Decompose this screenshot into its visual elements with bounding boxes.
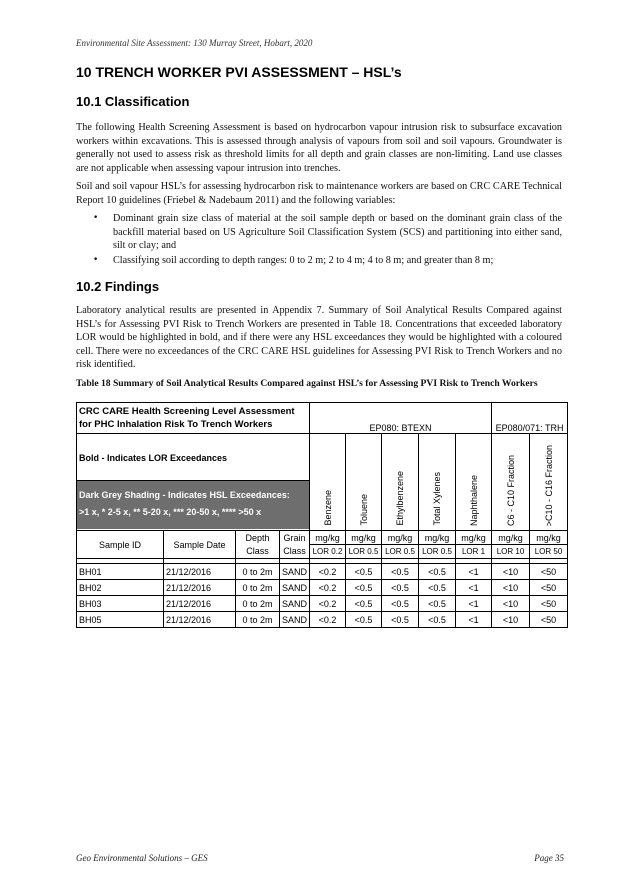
column-header-sample-date: Sample Date (164, 531, 236, 559)
legend-cell (77, 434, 310, 531)
subsection-heading-classification: 10.1 Classification (76, 94, 190, 109)
section-heading: 10 TRENCH WORKER PVI ASSESSMENT – HSL’s (76, 64, 402, 80)
depth-class-cell: 0 to 2m (236, 580, 280, 596)
findings-paragraph: Laboratory analytical results are presented in Appendix 7. Summary of Soil Analytical Results Compared against HSL’s for Assessing PVI Risk to Trench Workers are presented in Table 18. Concentrations that exceeded laboratory LOR would be highlighted in bold, and if there were any HSL exceedances they would be highlighted with a coloured cell. There were no exceedances of the CRC CARE HSL guidelines for Assessing PVI Risk to Trench Workers and no risk identified. (76, 305, 562, 371)
lor-cell: LOR 0.5 (419, 545, 456, 559)
result-cell: <10 (492, 580, 530, 596)
analyte-header-total-xylenes (419, 434, 456, 531)
table-row (77, 580, 568, 596)
analyte-header-naphthalene (456, 434, 492, 531)
lor-cell: LOR 10 (492, 545, 530, 559)
result-cell: <50 (530, 612, 568, 628)
column-header-sample-id: Sample ID (77, 531, 164, 559)
analyte-label: Naphthalene (468, 474, 479, 526)
grain-class-cell: SAND (280, 596, 310, 612)
sample-date-cell: 21/12/2016 (164, 564, 236, 580)
analyte-label: Benzene (322, 490, 333, 526)
shade-legend-line-2: >1 x, * 2-5 x, ** 5-20 x, *** 20-50 x, **** >50 x (79, 506, 262, 517)
unit-cell: mg/kg (530, 531, 568, 545)
table-title-line-2: for PHC Inhalation Risk To Trench Workers (79, 419, 273, 430)
unit-cell: mg/kg (382, 531, 419, 545)
shade-legend-line-1: Dark Grey Shading - Indicates HSL Exceedances: (79, 489, 290, 500)
result-cell: <10 (492, 564, 530, 580)
analyte-header-toluene (346, 434, 382, 531)
result-cell: <0.5 (382, 564, 419, 580)
analyte-label: Toluene (358, 494, 369, 526)
sample-id-cell: BH05 (77, 612, 164, 628)
lor-cell: LOR 0.2 (310, 545, 346, 559)
sample-date-cell: 21/12/2016 (164, 596, 236, 612)
depth-class-cell: 0 to 2m (236, 612, 280, 628)
grain-class-cell: SAND (280, 580, 310, 596)
result-cell: <0.2 (310, 564, 346, 580)
result-cell: <50 (530, 580, 568, 596)
unit-cell: mg/kg (492, 531, 530, 545)
list-item-text: Classifying soil according to depth ranges: 0 to 2 m; 2 to 4 m; 4 to 8 m; and greater than 8 m; (113, 254, 494, 266)
analyte-label: Total Xylenes (432, 472, 443, 526)
group-header-btexn: EP080: BTEXN (310, 403, 492, 434)
classification-paragraph-2: Soil and soil vapour HSL’s for assessing hydrocarbon risk to maintenance workers are based on CRC CARE Technical Report 10 guidelines (Friebel & Nadebaum 2011) and the following variables: (76, 181, 562, 206)
table-title-line-1: CRC CARE Health Screening Level Assessment (79, 406, 295, 417)
result-cell: <0.2 (310, 580, 346, 596)
classification-paragraph-1: The following Health Screening Assessment is based on hydrocarbon vapour intrusion risk to subsurface excavation workers within excavations. This is assessed through analysis of vapours from soil and soil vapours. Groundwater is generally not used to assess risk as threshold limits for all depth and grain classes are non-limiting. Land use classes are not applicable when assessing vapour intrusion into trenches. (76, 122, 562, 174)
table-row (77, 612, 568, 628)
grain-class-cell: SAND (280, 612, 310, 628)
subsection-heading-findings: 10.2 Findings (76, 279, 160, 294)
sample-id-cell: BH02 (77, 580, 164, 596)
result-cell: <1 (456, 596, 492, 612)
column-header-grain-class: Class (280, 545, 310, 559)
lor-cell: LOR 50 (530, 545, 568, 559)
result-cell: <1 (456, 564, 492, 580)
result-cell: <0.5 (419, 596, 456, 612)
bullet-icon: • (93, 213, 99, 223)
result-cell: <0.5 (382, 596, 419, 612)
analyte-header-c6-c10 (492, 434, 530, 531)
table-row (77, 564, 568, 580)
table-title-cell (77, 403, 310, 434)
running-header: Environmental Site Assessment: 130 Murray Street, Hobart, 2020 (76, 38, 313, 48)
result-cell: <50 (530, 564, 568, 580)
result-cell: <0.5 (346, 612, 382, 628)
lor-cell: LOR 0.5 (382, 545, 419, 559)
result-cell: <10 (492, 612, 530, 628)
result-cell: <0.5 (346, 580, 382, 596)
result-cell: <0.5 (382, 580, 419, 596)
result-cell: <1 (456, 580, 492, 596)
result-cell: <0.2 (310, 612, 346, 628)
footer-company: Geo Environmental Solutions – GES (76, 853, 208, 863)
list-item-text: Dominant grain size class of material at the soil sample depth or based on the dominant grain class of the backfill material based on US Agriculture Soil Classification System (SCS) and partitioning into either sand, silt or clay; and (113, 213, 562, 252)
column-header-depth-class: Class (236, 545, 280, 559)
depth-class-cell: 0 to 2m (236, 596, 280, 612)
result-cell: <0.5 (346, 564, 382, 580)
bold-legend-note: Bold - Indicates LOR Exceedances (77, 436, 309, 481)
table-caption: Table 18 Summary of Soil Analytical Results Compared against HSL’s for Assessing PVI Risk to Trench Workers (76, 378, 538, 389)
column-header-grain: Grain (280, 531, 310, 545)
analyte-label: C6 - C10 Fraction (505, 454, 516, 526)
shade-legend-note (77, 481, 309, 529)
lor-cell: LOR 1 (456, 545, 492, 559)
result-cell: <0.5 (346, 596, 382, 612)
grain-class-cell: SAND (280, 564, 310, 580)
sample-id-cell: BH01 (77, 564, 164, 580)
analyte-header-c10-c16 (530, 434, 568, 531)
analyte-header-benzene (310, 434, 346, 531)
result-cell: <0.5 (382, 612, 419, 628)
result-cell: <10 (492, 596, 530, 612)
group-header-trh: EP080/071: TRH (492, 403, 568, 434)
analyte-label: Ethylbenzene (395, 471, 406, 526)
lor-cell: LOR 0.5 (346, 545, 382, 559)
result-cell: <50 (530, 596, 568, 612)
table-row (77, 596, 568, 612)
unit-cell: mg/kg (310, 531, 346, 545)
sample-id-cell: BH03 (77, 596, 164, 612)
column-header-depth: Depth (236, 531, 280, 545)
result-cell: <0.5 (419, 612, 456, 628)
hsl-results-table (76, 402, 568, 628)
result-cell: <0.2 (310, 596, 346, 612)
list-item (76, 212, 562, 253)
result-cell: <0.5 (419, 564, 456, 580)
analyte-label: >C10 - C16 Fraction (543, 444, 554, 526)
footer-page-number: Page 35 (534, 853, 564, 863)
unit-cell: mg/kg (456, 531, 492, 545)
analyte-header-ethylbenzene (382, 434, 419, 531)
variables-list (76, 212, 562, 268)
depth-class-cell: 0 to 2m (236, 564, 280, 580)
bullet-icon: • (93, 254, 99, 265)
result-cell: <0.5 (419, 580, 456, 596)
sample-date-cell: 21/12/2016 (164, 580, 236, 596)
unit-cell: mg/kg (346, 531, 382, 545)
sample-date-cell: 21/12/2016 (164, 612, 236, 628)
unit-cell: mg/kg (419, 531, 456, 545)
list-item (76, 254, 562, 268)
result-cell: <1 (456, 612, 492, 628)
